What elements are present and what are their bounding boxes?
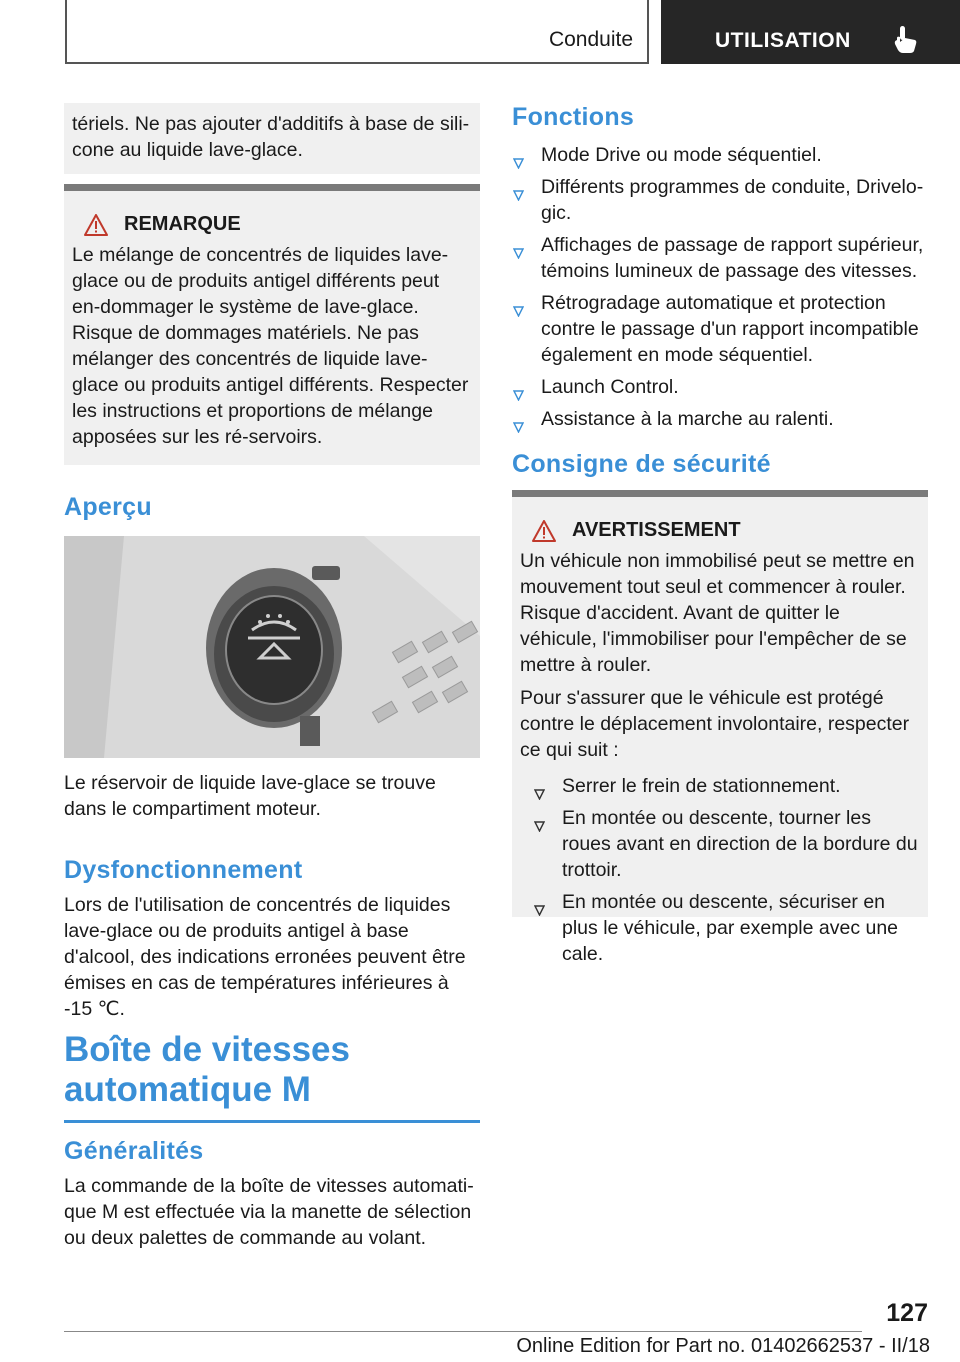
- avertissement-text1: Un véhicule non immobilisé peut se mettre en mouvement tout seul et commencer à rouler. Risque d'accident. Avant de quitter le véhicule, l'immobiliser pour l'empêcher de se mettre à rouler.: [520, 550, 915, 676]
- bullet-triangle-icon: [513, 150, 524, 176]
- remarque-box: [64, 184, 480, 465]
- list-item: Rétrogradage automatique et protection contre le passage d'un rapport incompatible également en mode séquentiel.: [512, 290, 928, 368]
- list-item: Assistance à la marche au ralenti.: [512, 406, 928, 432]
- main-heading-line2: automatique M: [64, 1070, 311, 1109]
- apercu-heading: Aperçu: [64, 493, 152, 521]
- header-section-box: [65, 0, 649, 64]
- warning-triangle-icon: [532, 520, 556, 542]
- dysfonctionnement-heading: Dysfonctionnement: [64, 856, 303, 884]
- page-number: 127: [886, 1299, 928, 1327]
- main-section-heading: [64, 1030, 480, 1110]
- footer-divider: [64, 1331, 862, 1332]
- washer-reservoir-photo: [64, 536, 480, 758]
- list-item: Serrer le frein de stationnement.: [533, 773, 920, 799]
- remarque-title: REMARQUE: [124, 213, 241, 235]
- list-item: En montée ou descente, tourner les roues avant en direction de la bordure du trottoir.: [533, 805, 920, 883]
- main-heading-line1: Boîte de vitesses: [64, 1030, 350, 1069]
- heading-rule: [64, 1120, 480, 1123]
- continued-text-box: [64, 103, 480, 174]
- list-item: Affichages de passage de rapport supérieur, témoins lumineux de passage des vitesses.: [512, 232, 928, 284]
- fonctions-list: [512, 142, 928, 432]
- list-item: En montée ou descente, sécuriser en plus le véhicule, par exemple avec une cale.: [533, 889, 920, 967]
- pointing-hand-icon: [893, 24, 919, 59]
- fonctions-heading: Fonctions: [512, 103, 635, 131]
- bullet-triangle-icon: [513, 240, 524, 266]
- securite-heading: Consigne de sécurité: [512, 450, 771, 478]
- remarque-title-row: [70, 213, 472, 236]
- avertissement-box: [512, 490, 928, 965]
- bullet-triangle-icon: [534, 897, 545, 923]
- bullet-triangle-icon: [534, 781, 545, 807]
- warning-triangle-icon: [84, 214, 108, 236]
- dysfonctionnement-text: Lors de l'utilisation de concentrés de liquides lave-glace ou de produits antigel à base d'alcool, des indications erronées peuvent être émises en cas de températures inférieures à ‑15 ℃.: [64, 894, 466, 1020]
- header-chapter-title: UTILISATION: [715, 29, 851, 52]
- bullet-triangle-icon: [513, 182, 524, 208]
- list-item: Mode Drive ou mode séquentiel.: [512, 142, 928, 168]
- bullet-triangle-icon: [513, 382, 524, 408]
- header-chapter-tab: [661, 0, 960, 64]
- avertissement-text2: Pour s'assurer que le véhicule est protégé contre le déplacement involontaire, respecter ce qui suit :: [520, 687, 910, 761]
- generalites-heading: Généralités: [64, 1137, 204, 1165]
- bullet-triangle-icon: [534, 813, 545, 839]
- list-item: Différents programmes de conduite, Drivelo-gic.: [512, 174, 928, 226]
- bullet-triangle-icon: [513, 414, 524, 440]
- bullet-triangle-icon: [513, 298, 524, 324]
- header-section-title: Conduite: [548, 28, 633, 51]
- list-item: Launch Control.: [512, 374, 928, 400]
- avertissement-title-row: [518, 519, 920, 542]
- remarque-text: Le mélange de concentrés de liquides lave-glace ou de produits antigel différents peut en-dommager le système de lave-glace. Risque de dommages matériels. Ne pas mélanger des concentrés de liquide lave-glace ou produits antigel différents. Respecter les instructions et proportions de mélange apposées sur les ré-servoirs.: [72, 244, 469, 448]
- generalites-text: La commande de la boîte de vitesses automati-que M est effectuée via la manette de sélection ou deux palettes de commande au volant.: [64, 1175, 474, 1249]
- avertissement-list: [520, 773, 920, 967]
- avertissement-title: AVERTISSEMENT: [572, 519, 741, 541]
- footer-edition: Online Edition for Part no. 01402662537 - II/18: [516, 1335, 930, 1357]
- photo-caption: Le réservoir de liquide lave-glace se trouve dans le compartiment moteur.: [64, 772, 436, 820]
- continued-text: tériels. Ne pas ajouter d'additifs à base de sili-cone au liquide lave-glace.: [72, 113, 470, 161]
